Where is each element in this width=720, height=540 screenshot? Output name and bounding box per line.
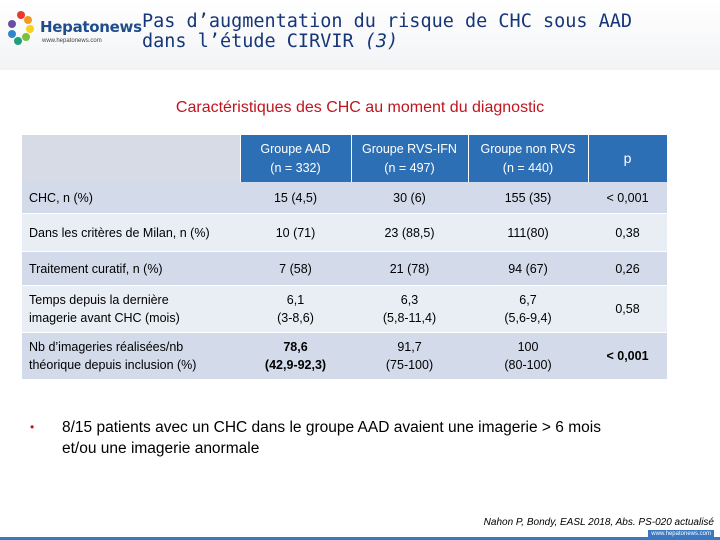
slide-header [0, 0, 720, 70]
p-value-cell [588, 214, 667, 252]
row-label-line: CHC, n (%) [29, 190, 93, 205]
table-cell [351, 286, 468, 333]
column-header-rvs-ifn [351, 135, 468, 182]
table-header-row [22, 135, 667, 182]
row-label [22, 286, 240, 333]
cell-value: < 0,001 [606, 349, 649, 363]
cell-value: 0,26 [615, 261, 640, 276]
bullet-text-line-1: 8/15 patients avec un CHC dans le groupe AAD avaient une imagerie > 6 mois [62, 419, 601, 436]
cell-value: 6,7 [519, 293, 537, 307]
footer-url: www.hepatonews.com [648, 530, 714, 538]
cell-value: 0,58 [615, 302, 640, 316]
cell-value: < 0,001 [606, 190, 649, 205]
title-reference: (3) [364, 31, 399, 52]
cell-value: 21 (78) [389, 261, 430, 276]
table-cell [468, 214, 588, 252]
title-line-1: Pas d’augmentation du risque de CHC sous AAD [142, 11, 633, 32]
cell-range: (75-100) [385, 358, 434, 372]
column-header-name: Groupe RVS-IFN [362, 141, 457, 156]
p-value-cell [588, 333, 667, 380]
table-cell [351, 252, 468, 286]
cell-value: 0,38 [615, 225, 640, 240]
table-cell [468, 182, 588, 214]
logo-text: Hepatonews [40, 18, 142, 36]
table-cell [240, 333, 351, 380]
cell-value: 94 (67) [508, 261, 548, 276]
table-cell [240, 252, 351, 286]
logo-url: www.hepatonews.com [42, 38, 102, 44]
row-label-line: Traitement curatif, n (%) [29, 261, 163, 276]
table-cell [240, 182, 351, 214]
bullet-text-line-2: et/ou une imagerie anormale [62, 440, 260, 457]
cell-value: 7 (58) [279, 261, 312, 276]
table-subtitle: Caractéristiques des CHC au moment du diagnostic [175, 99, 545, 116]
row-label [22, 182, 240, 214]
table-cell [351, 182, 468, 214]
citation: Nahon P, Bondy, EASL 2018, Abs. PS-020 actualisé [483, 517, 714, 528]
title-line-2-main: dans l’étude CIRVIR [142, 31, 365, 52]
row-label-line: Temps depuis la dernière [29, 293, 169, 307]
column-header-count: (n = 332) [270, 160, 321, 175]
cell-value: 23 (88,5) [384, 225, 435, 240]
column-header-name: p [623, 150, 632, 166]
row-label-line: Dans les critères de Milan, n (%) [29, 225, 210, 240]
cell-value: 155 (35) [504, 190, 552, 205]
cell-value: 91,7 [397, 340, 422, 354]
cell-value: 100 [517, 340, 539, 354]
row-label-line: théorique depuis inclusion (%) [29, 358, 197, 372]
cell-value: 10 (71) [275, 225, 316, 240]
column-header-non-rvs [468, 135, 588, 182]
bullet-marker: • [30, 420, 35, 434]
header-corner-cell [22, 135, 240, 182]
table-row [22, 286, 667, 333]
cell-range: (5,8-11,4) [382, 311, 437, 325]
cell-value: 30 (6) [393, 190, 426, 205]
column-header-aad [240, 135, 351, 182]
cell-value: 111(80) [507, 225, 549, 240]
cell-range: (42,9-92,3) [264, 358, 327, 372]
title-line-2 [142, 32, 712, 52]
table-cell [351, 333, 468, 380]
slide-title [142, 12, 712, 52]
table-cell [468, 333, 588, 380]
table-cell [240, 214, 351, 252]
column-header-count: (n = 497) [384, 160, 435, 175]
cell-value: 6,3 [400, 293, 419, 307]
logo-mark-icon [6, 8, 36, 52]
row-label [22, 214, 240, 252]
bullet-point [30, 417, 670, 459]
table-row [22, 182, 667, 214]
cell-range: (80-100) [504, 358, 552, 372]
row-label [22, 252, 240, 286]
column-header-p [588, 135, 667, 182]
cell-value: 78,6 [283, 340, 308, 354]
characteristics-table [22, 135, 668, 380]
table-cell [468, 252, 588, 286]
row-label-line: Nb d’imageries réalisées/nb [29, 340, 184, 354]
p-value-cell [588, 252, 667, 286]
row-label-line: imagerie avant CHC (mois) [29, 311, 180, 325]
hepatonews-logo [4, 4, 142, 56]
table-row [22, 252, 667, 286]
cell-value: 6,1 [286, 293, 305, 307]
column-header-name: Groupe AAD [260, 141, 331, 156]
p-value-cell [588, 182, 667, 214]
table-cell [468, 286, 588, 333]
cell-range: (5,6-9,4) [504, 311, 552, 325]
table-cell [351, 214, 468, 252]
cell-value: 15 (4,5) [273, 190, 318, 205]
column-header-count: (n = 440) [502, 160, 554, 175]
cell-range: (3-8,6) [277, 311, 314, 325]
table-row [22, 214, 667, 252]
table-row [22, 333, 667, 380]
table-cell [240, 286, 351, 333]
row-label [22, 333, 240, 380]
p-value-cell [588, 286, 667, 333]
column-header-name: Groupe non RVS [480, 141, 576, 156]
